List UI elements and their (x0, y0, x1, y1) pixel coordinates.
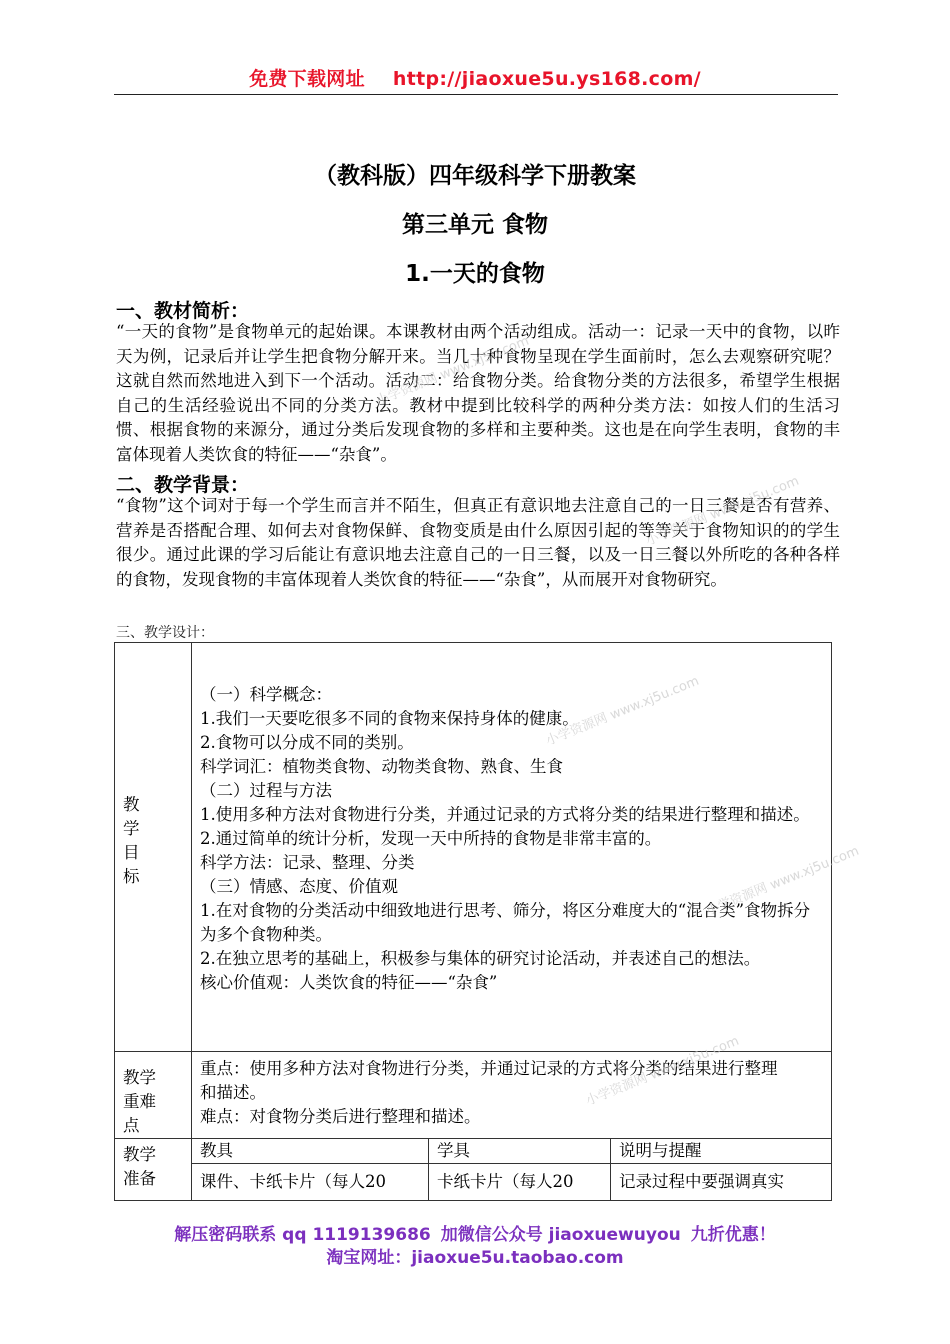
watermark: 小学资源网 www.xj5u.com (373, 333, 532, 409)
analysis-text: “一天的食物”是食物单元的起始课。本课教材由两个活动组成。活动一：记录一天中的食物，以昨天为例，记录后并让学生把食物分解开来。当几十种食物呈现在学生面前时，怎么去观察研究呢？这就自然而然地进入到下一个活动。活动二：给食物分类。给食物分类的方法很多，希望学生根据自己的生活经验说出不同的分类方法。教材中提到比较科学的两种分类方法：如按人们的生活习惯、根据食物的来源分，通过分类后发现食物的多样和主要种类。这也是在向学生表明，食物的丰富体现着人类饮食的特征——“杂食”。 (116, 322, 840, 464)
prep-value-teacher: 课件、卡纸卡片（每人20 (192, 1164, 429, 1201)
footer-discount: 九折优惠！ (690, 1225, 776, 1245)
download-url-banner[interactable] (0, 64, 950, 91)
footer-contact (0, 1220, 950, 1245)
prep-header-row (115, 1139, 832, 1164)
prep-header-teacher: 教具 (192, 1139, 429, 1164)
prep-values-row (115, 1164, 832, 1201)
key-line: 难点：对食物分类后进行整理和描述。 (200, 1107, 481, 1126)
watermark: 小学资源网 www.xj5u.com (543, 673, 702, 749)
design-heading: 三、教学设计： (116, 625, 214, 641)
analysis-heading: 一、教材简析： (116, 300, 250, 322)
goal-line: 2.通过简单的统计分析，发现一天中所持的食物是非常丰富的。 (200, 829, 662, 848)
key-points-label: 教学 重难 点 (115, 1052, 192, 1139)
footer-taobao-link[interactable]: 淘宝网址：jiaoxue5u.taobao.com (326, 1248, 624, 1268)
goal-line: 2.在独立思考的基础上，积极参与集体的研究讨论活动，并表述自己的想法。 (200, 949, 761, 968)
key-line: 重点：使用多种方法对食物进行分类，并通过记录的方式将分类的结果进行整理 (200, 1059, 778, 1078)
lesson-title: 1.一天的食物 (405, 261, 545, 287)
download-url-link[interactable]: http://jiaoxue5u.ys168.com/ (392, 68, 701, 90)
goal-line: （三）情感、态度、价值观 (200, 877, 398, 896)
prep-label: 教学 准备 (115, 1139, 192, 1201)
teaching-design-table (114, 642, 832, 1201)
goal-line: （一）科学概念： (200, 685, 332, 704)
prep-header-student: 学具 (429, 1139, 611, 1164)
goal-line: 科学词汇：植物类食物、动物类食物、熟食、生食 (200, 757, 563, 776)
watermark: 小学资源网 www.xj5u.com (703, 843, 862, 919)
goal-line: 1.在对食物的分类活动中细致地进行思考、筛分，将区分难度大的“混合类”食物拆分为多个食物种类。 (200, 901, 811, 944)
footer-wechat: 加微信公众号 jiaoxuewuyou (440, 1225, 681, 1245)
prep-header-notes: 说明与提醒 (611, 1139, 832, 1164)
footer-password-contact: 解压密码联系 qq 1119139686 (174, 1225, 431, 1245)
goal-line: 核心价值观：人类饮食的特征——“杂食” (200, 973, 498, 992)
goal-line: （二）过程与方法 (200, 781, 332, 800)
document-title: （教科版）四年级科学下册教案 (314, 163, 636, 189)
goal-line: 1.我们一天要吃很多不同的食物来保持身体的健康。 (200, 709, 579, 728)
goal-line: 科学方法：记录、整理、分类 (200, 853, 415, 872)
background-text: “食物”这个词对于每一个学生而言并不陌生，但真正有意识地去注意自己的一日三餐是否有营养、营养是否搭配合理、如何去对食物保鲜、食物变质是由什么原因引起的等等关于食物知识的的学生很少。通过此课的学习后能让有意识地去注意自己的一日三餐，以及一日三餐以外所吃的各种各样的食物，发现食物的丰富体现着人类饮食的特征——“杂食”，从而展开对食物研究。 (116, 496, 840, 589)
key-line: 和描述。 (200, 1083, 266, 1102)
goals-row (115, 643, 832, 1052)
prep-value-student: 卡纸卡片（每人20 (429, 1164, 611, 1201)
background-heading: 二、教学背景： (116, 474, 250, 496)
goal-line: 2.食物可以分成不同的类别。 (200, 733, 414, 752)
unit-title: 第三单元 食物 (401, 212, 548, 238)
watermark: 小学资源网 www.xj5u.com (583, 1033, 742, 1109)
key-points-content (192, 1052, 832, 1139)
free-download-label: 免费下载网址 (249, 68, 365, 90)
prep-value-notes: 记录过程中要强调真实 (611, 1164, 832, 1201)
watermark: 小学资源网 www.xj5u.com (643, 473, 802, 549)
header-divider (114, 94, 838, 95)
key-points-row (115, 1052, 832, 1139)
goals-label: 教 学 目 标 (115, 643, 192, 1052)
goals-content (192, 643, 832, 1052)
goal-line: 1.使用多种方法对食物进行分类，并通过记录的方式将分类的结果进行整理和描述。 (200, 805, 810, 824)
